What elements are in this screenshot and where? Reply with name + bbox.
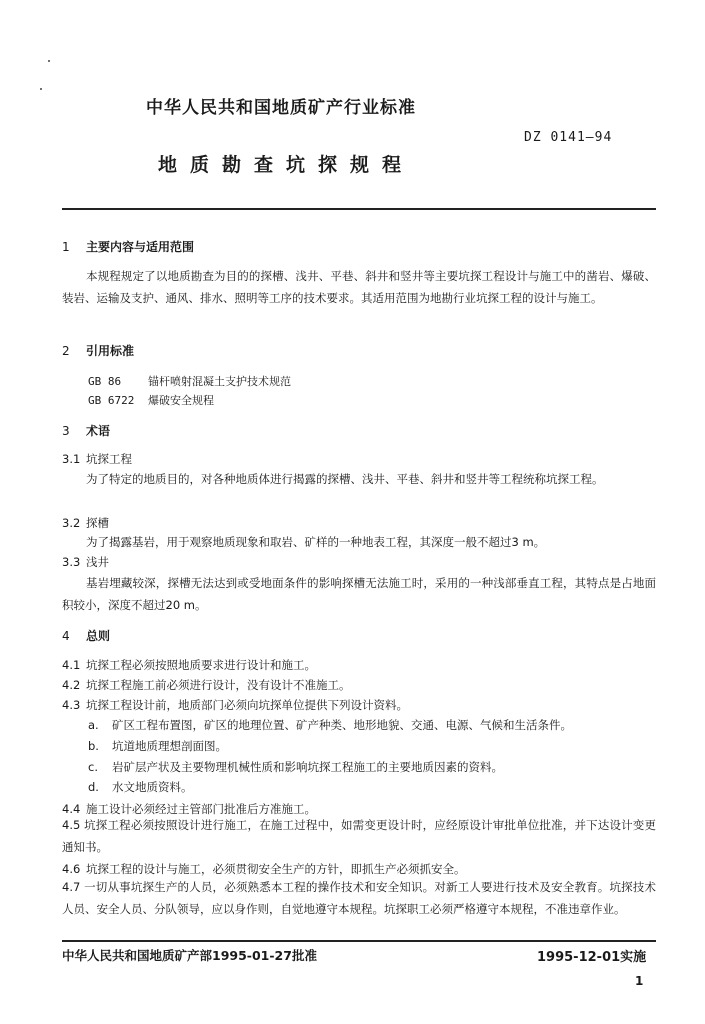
term-name: 坑探工程: [86, 452, 132, 466]
list-item: [88, 717, 572, 733]
list-item-label: d.: [88, 780, 99, 794]
clause-4-6: [62, 861, 466, 877]
section-1-heading: [62, 238, 194, 255]
term-definition: 为了特定的地质目的，对各种地质体进行揭露的探槽、浅井、平巷、斜井和竖井等工程统称坑探工程。: [86, 472, 604, 486]
standard-code: DZ 0141—94: [524, 130, 613, 145]
term-name: 浅井: [86, 555, 109, 569]
section-3-heading: [62, 422, 110, 439]
header-rule: [62, 208, 656, 210]
clause-text: 坑探工程设计前，地质部门必须向坑探单位提供下列设计资料。: [86, 698, 408, 712]
section-title: 主要内容与适用范围: [86, 240, 195, 254]
clause-4-2: [62, 677, 351, 693]
term-heading: [62, 554, 109, 570]
section-number: 4: [62, 629, 70, 643]
footer-rule: [62, 940, 656, 942]
reference-code: GB 6722: [88, 394, 135, 407]
clause-text: 施工设计必须经过主管部门批准后方准施工。: [86, 802, 316, 816]
list-item-label: c.: [88, 760, 98, 774]
reference-name: 锚杆喷射混凝土支护技术规范: [148, 375, 291, 388]
term-definition: 基岩埋藏较深，探槽无法达到或受地面条件的影响探槽无法施工时，采用的一种浅部垂直工程，其特点是占地面积较小，深度不超过20 m。: [62, 576, 656, 612]
clause-text: 坑探工程的设计与施工，必须贯彻安全生产的方针，即抓生产必须抓安全。: [86, 862, 466, 876]
term-heading: [62, 451, 132, 467]
effective-date: 1995-12-01实施: [537, 950, 647, 965]
section-title: 总则: [86, 629, 111, 643]
reference-name: 爆破安全规程: [148, 394, 214, 407]
list-item-text: 岩矿层产状及主要物理机械性质和影响坑探工程施工的主要地质因素的资料。: [112, 760, 503, 774]
section-title: 术语: [86, 424, 111, 438]
list-item: [88, 759, 503, 775]
clause-number: 4.4: [62, 802, 81, 816]
list-item-label: b.: [88, 739, 99, 753]
section-4-heading: [62, 627, 110, 644]
clause-number: 4.1: [62, 658, 81, 672]
scan-speck: [48, 60, 50, 62]
section-number: 1: [62, 240, 70, 254]
term-number: 3.3: [62, 555, 81, 569]
list-item-text: 水文地质资料。: [112, 780, 193, 794]
clause-text: 坑探工程施工前必须进行设计，没有设计不准施工。: [86, 678, 351, 692]
page-number: 1: [635, 974, 644, 988]
list-item-label: a.: [88, 718, 99, 732]
list-item: [88, 738, 227, 754]
term-definition: 为了揭露基岩，用于观察地质现象和取岩、矿样的一种地表工程，其深度一般不超过3 m。: [86, 535, 546, 549]
section-2-heading: [62, 342, 134, 359]
term-name: 探槽: [86, 516, 109, 530]
reference-code: GB 86: [88, 375, 122, 388]
term-number: 3.1: [62, 452, 81, 466]
section-number: 3: [62, 424, 70, 438]
clause-4-3: [62, 697, 408, 713]
issued-by: 中华人民共和国地质矿产部1995-01-27批准: [62, 948, 317, 963]
clause-4-1: [62, 657, 316, 673]
scan-speck: [40, 88, 42, 90]
clause-number: 4.2: [62, 678, 81, 692]
term-heading: [62, 515, 109, 531]
term-number: 3.2: [62, 516, 81, 530]
reference-item: [88, 392, 214, 408]
clause-text: 坑探工程必须按照地质要求进行设计和施工。: [86, 658, 316, 672]
section-title: 引用标准: [86, 344, 135, 358]
section-number: 2: [62, 344, 70, 358]
reference-item: [88, 373, 291, 389]
list-item: [88, 779, 193, 795]
org-title: 中华人民共和国地质矿产行业标准: [146, 98, 416, 118]
list-item-text: 矿区工程布置图，矿区的地理位置、矿产种类、地形地貌、交通、电源、气候和生活条件。: [112, 718, 572, 732]
clause-4-5: 4.5 坑探工程必须按照设计进行施工，在施工过程中，如需变更设计时，应经原设计审批单位批准，并下达设计变更通知书。: [62, 818, 656, 854]
list-item-text: 坑道地质理想剖面图。: [112, 739, 227, 753]
section-1-paragraph: 本规程规定了以地质勘查为目的的探槽、浅井、平巷、斜井和竖井等主要坑探工程设计与施工中的凿岩、爆破、装岩、运输及支护、通风、排水、照明等工序的技术要求。其适用范围为地勘行业坑探工程的设计与施工。: [62, 269, 656, 305]
clause-number: 4.6: [62, 862, 81, 876]
doc-title: 地质勘查坑探规程: [158, 154, 415, 176]
clause-number: 4.3: [62, 698, 81, 712]
clause-4-7: 4.7 一切从事坑探生产的人员，必须熟悉本工程的操作技术和安全知识。对新工人要进行技术及安全教育。坑探技术人员、安全人员、分队领导，应以身作则，自觉地遵守本规程。坑探职工必须严格遵守本规程，不准违章作业。: [62, 880, 656, 916]
